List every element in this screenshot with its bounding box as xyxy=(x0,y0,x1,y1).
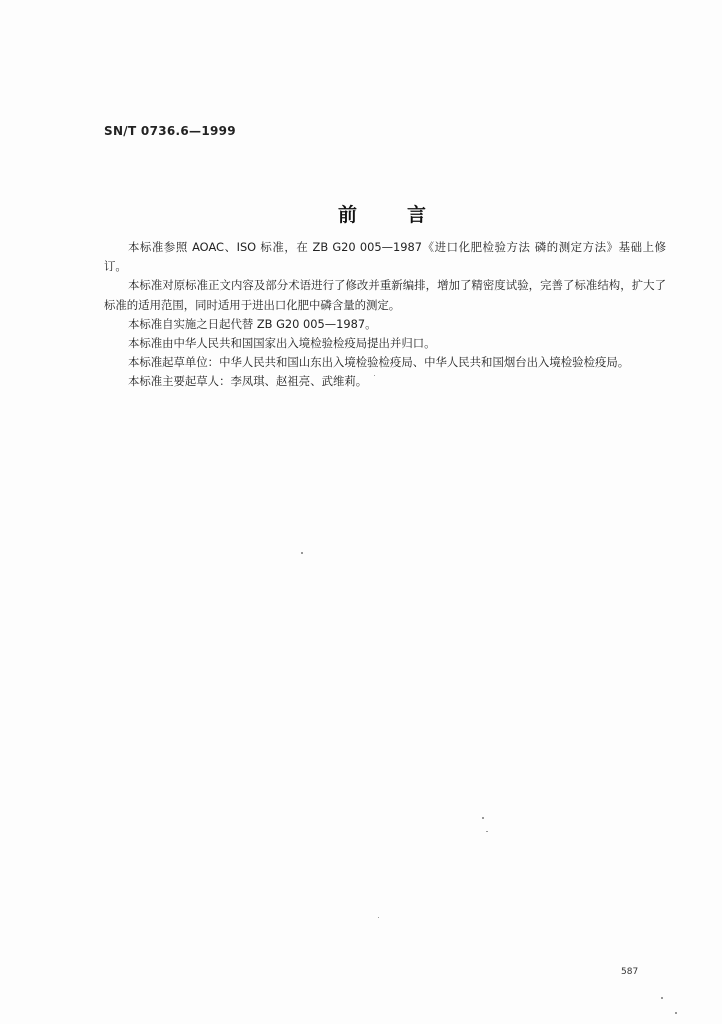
scan-speck xyxy=(486,831,488,832)
paragraph-replacement: 本标准自实施之日起代替 ZB G20 005—1987。 xyxy=(127,316,377,331)
paragraph-proposer: 本标准由中华人民共和国国家出入境检验检疫局提出并归口。 xyxy=(127,336,436,351)
scan-speck xyxy=(661,997,663,999)
scan-speck xyxy=(301,552,303,554)
page-title: 前言 xyxy=(338,204,477,226)
paragraph-drafters: 本标准主要起草人：李凤琪、赵祖亮、武维莉。 xyxy=(127,374,368,389)
page-number: 587 xyxy=(621,967,639,977)
standard-number: SN/T 0736.6—1999 xyxy=(104,124,236,138)
scan-speck xyxy=(675,1012,677,1014)
scan-speck xyxy=(378,917,379,918)
paragraph-drafting-units: 本标准起草单位：中华人民共和国山东出入境检验检疫局、中华人民共和国烟台出入境检验检疫局。 xyxy=(127,355,630,370)
scan-speck xyxy=(482,817,484,819)
paragraph-revision: 本标准对原标准正文内容及部分术语进行了修改并重新编排，增加了精密度试验，完善了标准结构，扩大了标准的适用范围，同时适用于进出口化肥中磷含量的测定。 xyxy=(104,278,666,312)
scan-speck xyxy=(374,375,375,376)
preface-body xyxy=(104,238,666,392)
paragraph-reference: 本标准参照 AOAC、ISO 标准，在 ZB G20 005—1987《进口化肥检验方法 磷的测定方法》基础上修订。 xyxy=(104,240,666,274)
